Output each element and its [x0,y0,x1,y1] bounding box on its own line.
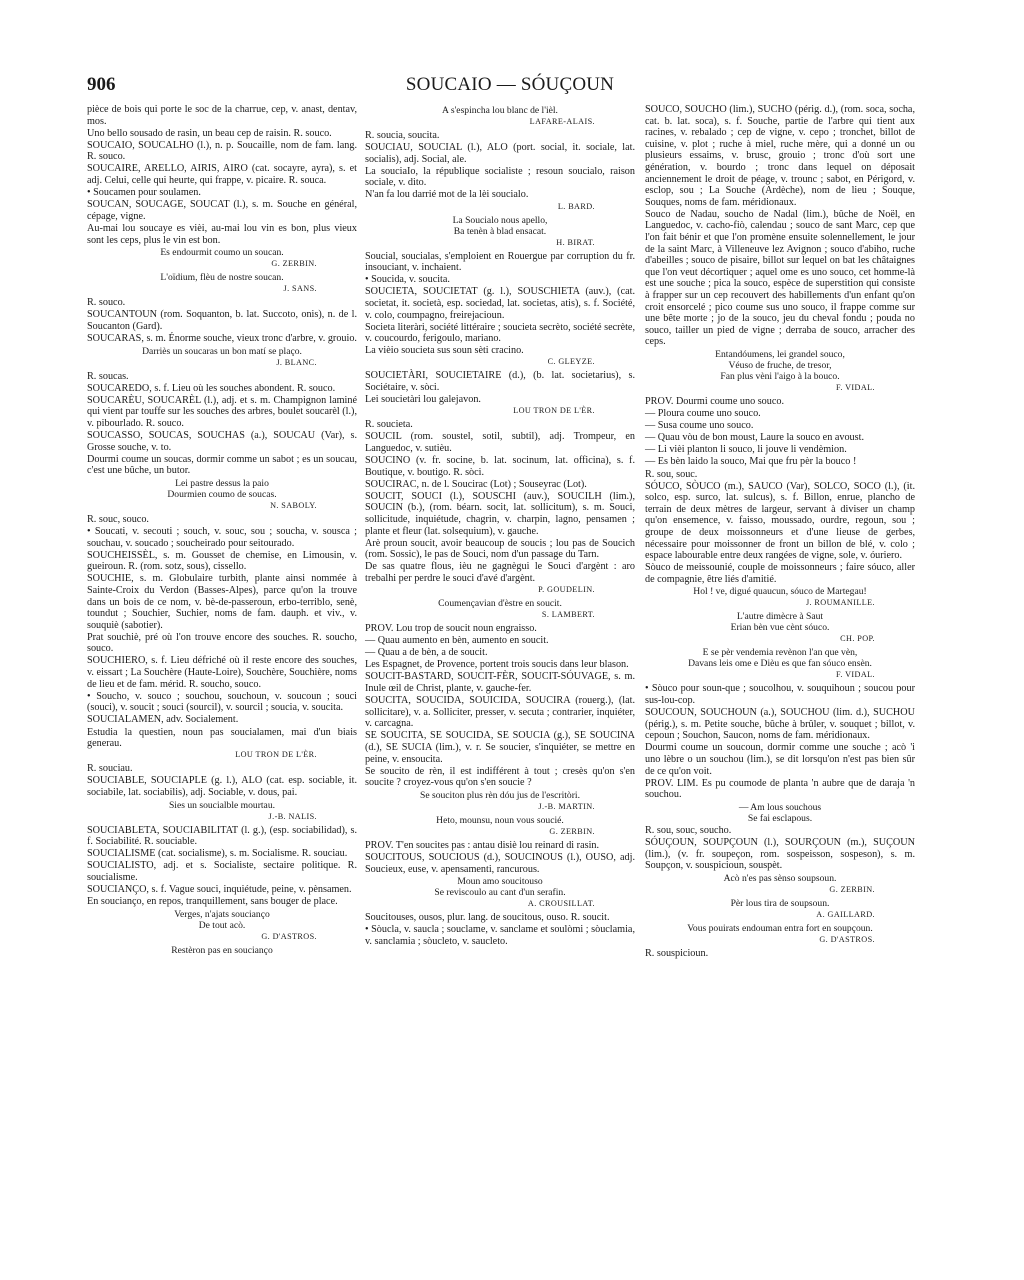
entry-paragraph: • Soucamen pour soulamen. [87,187,201,199]
entry-paragraph: SOUCIT, SOUCI (l.), SOUSCHI (auv.), SOUCILH (lim.), SOUCIN (b.), (rom. béarn. socit, lat. sollicitum), s. m. Souci, sollicitude, inquiétude, chagrin, v. charpin, lagno, pensamen ; plante et fleur (lat. solsequium), v. gauche. [365,490,635,537]
entry-paragraph: SOUCHEISSÈL, s. m. Gousset de chemise, en Limousin, v. gueiroun. R. (rom. sotz, sous), cissello. [87,549,357,573]
entry-paragraph: SOUCASSO, SOUCAS, SOUCHAS (a.), SOUCAU (Var), s. Grosse souche, v. to. [87,429,357,453]
entry-paragraph: R. soucia, soucita. [365,130,440,141]
citation-author: G. ZERBIN. [829,884,875,894]
entry-paragraph: SOUCIALAMEN, adv. Socialement. [87,714,239,726]
entry-paragraph: SOUCIL (rom. soustel, sotil, subtil), adj. Trompeur, en Languedoc, v. sutièu. [365,431,635,454]
entry-paragraph: PROV. Dourmi coume uno souco. [645,395,785,407]
entry-paragraph: Estudia la questien, noun pas soucialamen, mai d'un biais generau. [87,726,357,750]
entry-paragraph: SOUCARÈU, SOUCARÈL (l.), adj. et s. m. Champignon laminé qui vient par touffe sur les souches des arbres, boulet soucarèl (l.), v. pibourlado. R. souco. [87,394,357,429]
entry-paragraph: Soucitouses, ousos, plur. lang. de soucitous, ouso. R. soucit. [365,912,610,924]
citation-author: A. CROUSILLAT. [527,899,595,909]
column-right [645,104,915,960]
entry-paragraph: — Quau a de bèn, a de soucit. [365,647,488,659]
quotation: Acò n'es pas sènso soupsoun. [723,872,837,884]
entry-paragraph: Au-mai lou soucaye es vièi, au-mai lou vin es bon, plus vieux sont les ceps, plus le vin est bon. [87,222,357,246]
entry-paragraph: Lei soucietàri lou galejavon. [365,394,481,406]
citation-author: J. SANS. [283,284,317,294]
entry-paragraph: R. sou, souc. [645,468,698,480]
entry-paragraph: SOUCO, SOUCHO (lim.), SUCHO (périg. d.), (rom. soca, socha, cat. b. lat. soca), s. f. Souche, partie de l'arbre qui tient aux racines, v. rebalado ; cep de vigne, v. cepo ; tronchet, billot de cuisine, v. plot ; ruche à miel, ruche mère, qui a donné un ou plusieurs essaims, v. brusc, grouio ; tronc d'où sort une génération, v. bourdo ; tronc dans lequel on déposait anciennement le droit de péage, v. trounc ; sabot, en Périgord, v. esclop, sou ; La Souche (Ardèche), nom de lieu ; Souque, Souques, noms de fam. méridionaux. [645,104,915,208]
column-middle [365,104,635,948]
entry-paragraph: Dourmi coume un soucas, dormir comme un sabot ; es un soucau, c'est une bûche, un butor. [87,453,357,477]
entry-paragraph: SOUCARAS, s. m. Énorme souche, vieux tronc d'arbre, v. grouio. [87,332,357,344]
quotation: Moun amo soucitouso Se reviscoulo au cant d'un serafin. [434,876,566,899]
entry-paragraph: R. souciau. [87,763,133,775]
entry-paragraph: R. souco. [87,297,126,309]
entry-paragraph: SÓUCO, SÒUCO (m.), SAUCO (Var), SOLCO, SOCO (l.), (it. solco, esp. surco, lat. sulcus), s. f. Billon, enrue, plancho de terrain de deux mètres de largeur, servant à diviser un champ qu'on ensemence, v. faisso, moussado, ourdre, regoun, sou ; groupe de deux moissonneurs et d'une lieuse de gerbes, nécessaire pour moissonner de front un billon de blé, v. colo ; espace labourable entre deux rangées de vigne, sole, v. óuriero. [645,480,915,562]
quotation: Darriès un soucaras un bon matí se plaço. [142,345,302,357]
citation-author: G. ZERBIN. [549,826,595,836]
entry-paragraph: SOUCOUN, SOUCHOUN (a.), SOUCHOU (lim. d.), SUCHOU (périg.), s. m. Petite souche, bûche à brûler, v. souquet ; billot, v. cepoun ; Souchon, Saucon, noms de fam. méridionaux. [645,707,915,742]
entry-paragraph: SOUCIRAC, n. de l. Soucirac (Lot) ; Souseyrac (Lot). [365,478,587,490]
entry-paragraph: SOUCITA, SOUCIDA, SOUICIDA, SOUCIRA (rouerg.), (lat. sollicitare), v. a. Solliciter, presser, v. secuta ; contrarier, inquiéter, v. carcagna. [365,695,635,730]
quotation: Es endourmit coumo un soucan. [160,247,284,259]
quotation: Verges, n'ajats soucianço De tout acò. [174,908,270,931]
column-left [87,104,357,957]
entry-paragraph: SOUCIABLETA, SOUCIABILITAT (l. g.), (esp. sociabilidad), s. f. Sociabilité. R. souciable. [87,824,357,848]
entry-paragraph: Sòuco de meissounié, couple de moissonneurs ; faire sóuco, aller de compagnie, être liés d'amitié. [645,562,915,585]
entry-paragraph: Se soucito de rèn, il est indifférent à tout ; cresès qu'on s'en soucite ? croyez-vous qu'on s'en soucie ? [365,765,635,789]
citation-author: F. VIDAL. [836,670,875,680]
entry-paragraph: R. soucieta. [365,419,413,431]
entry-paragraph: pièce de bois qui porte le soc de la charrue, cep, v. anast, dentav, mos. [87,104,357,127]
citation-author: G. D'ASTROS. [261,931,317,941]
quotation: Vous pouirats endouman entra fort en soupçoun. [687,922,873,934]
entry-paragraph: SOUCIETA, SOUCIETAT (g. l.), SOUSCHIETA (auv.), (cat. societat, it. società, esp. sociedad, lat. societas, atis), s. f. Société, v. colo, coumpagno, freirejacioun. [365,286,635,321]
entry-paragraph: SE SOUCITA, SE SOUCIDA, SE SOUCIA (g.), SE SOUCINA (d.), SE SUCIA (lim.), v. r. Se soucier, s'inquiéter, se mettre en peine, v. ensoucita. [365,730,635,765]
quotation: — Am lous souchous Se fai esclapous. [738,801,822,824]
entry-paragraph: La vièio soucieta sus soun sèti cracino. [365,345,524,357]
entry-paragraph: R. soucas. [87,370,129,382]
entry-paragraph: SOUCINO (v. fr. socine, b. lat. socinum, lat. officina), s. f. Boutique, v. boutigo. R. sòci. [365,454,635,478]
entry-paragraph: Souco de Nadau, soucho de Nadal (lim.), bûche de Noël, en Languedoc, v. cacho-fiò, calendau ; souco de sant Marc, cep que l'on fait bénir et que l'on promène ensuite solennellement, le jour de la saint Marc, à Villeneuve lez Avignon ; souco d'abiho, ruche d'abeilles ; souco de pisaire, billot sur lequel on bat les châtaignes que l'on veut décortiquer ; aquel ome es uno souco, cet homme-là est une souche ; pica la souco, espèce de superstition qui consiste à frapper sur un cep recouvert des habillements d'un enfant qu'on croit ensorcelé ; pico coume sus uno souco, il frappe comme sur une bête morte ; jo de la souco, jeu du cheval fondu ; pouda no souco, tailler un pied de vigne ; derraba de souco, arracher des ceps. [645,208,915,348]
entry-paragraph: SOUCIANÇO, s. f. Vague souci, inquiétude, peine, v. pènsamen. [87,883,352,895]
entry-paragraph: SOUCITOUS, SOUCIOUS (d.), SOUCINOUS (l.), OUSO, adj. Soucieux, euse, v. apensamenti, rancurous. [365,851,635,875]
quotation: Se souciton plus rèn dóu jus de l'escritòri. [419,789,580,801]
quotation: L'oïdium, flèu de nostre soucan. [160,272,284,284]
entry-paragraph: SOUCAREDO, s. f. Lieu où les souches abondent. R. souco. [87,382,336,394]
citation-author: J. BLANC. [276,357,317,367]
entry-paragraph: • Soucho, v. souco ; souchou, souchoun, v. soucoun ; souci (souci), v. soucit ; souci (sourcil), v. sourcil ; soucia, v. soucita. [87,690,357,714]
entry-paragraph: • Sòucla, v. saucla ; souclame, v. sanclame et soulòmi ; sòuclamia, v. sanclamia ; sòucleto, v. saucleto. [365,924,635,947]
page-number: 906 [87,74,116,95]
entry-paragraph: — Ploura coume uno souco. [645,408,761,420]
citation-author: G. ZERBIN. [271,259,317,269]
entry-paragraph: SOUCIABLE, SOUCIAPLE (g. l.), ALO (cat. esp. sociable, it. sociabile, lat. sociabilis), adj. Sociable, v. dous, pai. [87,775,357,798]
quotation: Lei pastre dessus la paio Dourmien coumo de soucas. [167,477,277,500]
entry-paragraph: La souciaIo, la république socialiste ; resoun soucialo, raison sociale, v. dito. [365,165,635,189]
entry-paragraph: SOUCAIRE, ARELLO, AIRIS, AIRO (cat. socayre, ayra), s. et adj. Celui, celle qui heurte, qui frappe, v. picaire. R. souca. [87,163,357,187]
citation-author: S. LAMBERT. [541,610,595,619]
citation-author: A. GAILLARD. [816,909,875,919]
entry-paragraph: SOUCIALISTO, adj. et s. Socialiste, sectaire politique. R. soucialisme. [87,860,357,883]
entry-paragraph: PROV. LIM. Es pu coumode de planta 'n aubre que de daraja 'n souchou. [645,777,915,801]
citation-author: CH. POP. [840,634,875,644]
entry-paragraph: Arè proun soucit, avoir beaucoup de soucis ; lou pas de Soucich (rom. Sossic), le pas de Souci, nom d'un passage du Tarn. [365,537,635,561]
entry-paragraph: PROV. T'en soucites pas : antau disiè lou reinard di rasin. [365,839,600,851]
quotation: Coumençavian d'èstre en soucit. [438,598,562,609]
entry-paragraph: De sas quatre flous, ièu ne gagnègui le Souci d'argènt : aro trebalhi per perdre le souci d'avé d'argènt. [365,561,635,584]
entry-paragraph: • Soucati, v. secouti ; souch, v. souc, sou ; soucha, v. sousca ; souchau, v. soucado ; soucheirado pour seitourado. [87,525,357,549]
entry-paragraph: Societa literàri, société littéraire ; soucieta secrèto, société secrète, v. coucourdo, ferigoulo, mariano. [365,321,635,345]
entry-paragraph: Les Espagnet, de Provence, portent trois soucis dans leur blason. [365,659,629,671]
entry-paragraph: SOUCAIO, SOUCALHO (l.), n. p. Soucaille, nom de fam. lang. R. souco. [87,139,357,163]
entry-paragraph: — Susa coume uno souco. [645,420,754,432]
quotation: Heto, mounsu, noun vous soucié. [436,814,564,826]
entry-paragraph: Prat souchiè, pré où l'on trouve encore des souches. R. soucho, souco. [87,631,357,655]
quotation: Pèr lous tira de soupsoun. [730,897,830,909]
citation-author: G. D'ASTROS. [819,934,875,944]
citation-author: C. GLEYZE. [547,357,595,367]
entry-paragraph: Uno bello sousado de rasin, un beau cep de raisin. R. souco. [87,127,332,139]
running-head: SOUCAIO — SÓUÇOUN [405,74,615,95]
entry-paragraph: R. souspicioun. [645,947,709,959]
quotation: La Soucialo nous apello, Ba tenèn à blad ensacat. [452,214,548,237]
quotation: E se pèr vendemia revènon l'an que vèn, Davans leis ome e Dièu es que fan sóuco ensèn. [688,647,872,670]
citation-author: J.-B. MARTIN. [538,801,595,811]
quotation: Sies un soucialble mourtau. [168,799,276,811]
citation-author: LAFARE-ALAIS. [529,117,595,126]
quotation: L'autre dimècre à Saut Erian bèn vue cènt sóuco. [730,611,830,634]
entry-paragraph: SOUCHIERO, s. f. Lieu défriché où il reste encore des souches, v. eissart ; La Souchère (Haute-Loire), Souchère, Souchière, noms de lieu et de fam. mérid. R. soucho, souco. [87,655,357,690]
quotation: Hol ! ve, digué quaucun, sóuco de Martegau! [693,586,867,598]
entry-paragraph: SOUCIETÀRI, SOUCIETAIRE (d.), (b. lat. societarius), s. Sociétaire, v. sòci. [365,370,635,393]
entry-paragraph: • Soucida, v. soucita. [365,274,450,286]
citation-author: LOU TRON DE L'ÈR. [235,750,317,760]
entry-paragraph: — Es bèn laido la souco, Mai que fru pèr la bouco ! [645,456,857,468]
entry-paragraph: SOUCHIE, s. m. Globulaire turbith, plante ainsi nommée à Sainte-Croix du Verdon (Basses-Alpes), parce qu'on la trouve dans un bois de ce nom, v. bè-de-passeroun, erbo-terriblo, senè, toundut ; Souchier, Suchier, noms de fam. dauph. et viv., v. souquiè (sabotier). [87,573,357,631]
quotation: A s'espincha lou blanc de l'ièl. [442,105,558,116]
citation-author: F. VIDAL. [836,382,875,392]
entry-paragraph: N'an fa lou darrié mot de la lèi soucialo. [365,189,529,201]
citation-author: J.-B. NALIS. [268,811,317,821]
entry-paragraph: En soucianço, en repos, tranquillement, sans bouger de place. [87,896,338,908]
entry-paragraph: SÓUÇOUN, SOUPÇOUN (l.), SOURÇOUN (m.), SUÇOUN (lim.), (v. fr. soupeçon, rom. sospeisson, sospeson), s. m. Soupçon, v. souspicioun, souspèt. [645,837,915,872]
citation-author: LOU TRON DE L'ÈR. [513,406,595,416]
entry-paragraph: SOUCANTOUN (rom. Soquanton, b. lat. Succoto, onis), n. de l. Soucanton (Gard). [87,309,357,332]
entry-paragraph: — Li vièi planton li souco, li jouve li vendèmion. [645,444,847,456]
entry-paragraph: SOUCIAU, SOUCIAL (l.), ALO (port. social, it. sociale, lat. socialis), adj. Social, ale. [365,142,635,165]
entry-paragraph: — Quau vòu de bon moust, Laure la souco en avoust. [645,432,864,444]
entry-paragraph: Soucial, soucialas, s'emploient en Rouergue par corruption du fr. insouciant, v. inchaient. [365,250,635,274]
entry-paragraph: SOUCIT-BASTARD, SOUCIT-FÈR, SOUCIT-SÓUVAGE, s. m. Inule œil de Christ, plante, v. gauche-fer. [365,671,635,694]
citation-author: N. SABOLY. [270,500,317,510]
entry-paragraph: R. souc, souco. [87,513,149,525]
entry-paragraph: Dourmi coume un soucoun, dormir comme une souche ; acò 'i uno lèbre o un souchou (lim.), se dit lorsqu'on n'est pas bien sûr de ce qu'on voit. [645,742,915,777]
citation-author: L. BARD. [557,201,595,211]
entry-paragraph: — Quau aumento en bèn, aumento en soucit. [365,635,549,647]
quotation: Restèron pas en soucianço [171,944,273,956]
entry-paragraph: SOUCIALISME (cat. socialisme), s. m. Socialisme. R. souciau. [87,848,348,860]
entry-paragraph: • Sòuco pour soun-que ; soucolhou, v. souquihoun ; soucou pour sus-lou-cop. [645,683,915,707]
entry-paragraph: PROV. Lou trop de soucit noun engraisso. [365,623,537,634]
entry-paragraph: R. sou, souc, soucho. [645,824,732,836]
citation-author: H. BIRAT. [556,237,595,247]
citation-author: P. GOUDELIN. [538,585,595,594]
quotation: Entandóumens, lei grandel souco, Véuso de fruche, de tresor, Fan plus vèni l'aigo à la bouco. [715,348,845,382]
entry-paragraph: SOUCAN, SOUCAGE, SOUCAT (l.), s. m. Souche en général, cépage, vigne. [87,199,357,222]
citation-author: J. ROUMANILLE. [805,598,875,608]
